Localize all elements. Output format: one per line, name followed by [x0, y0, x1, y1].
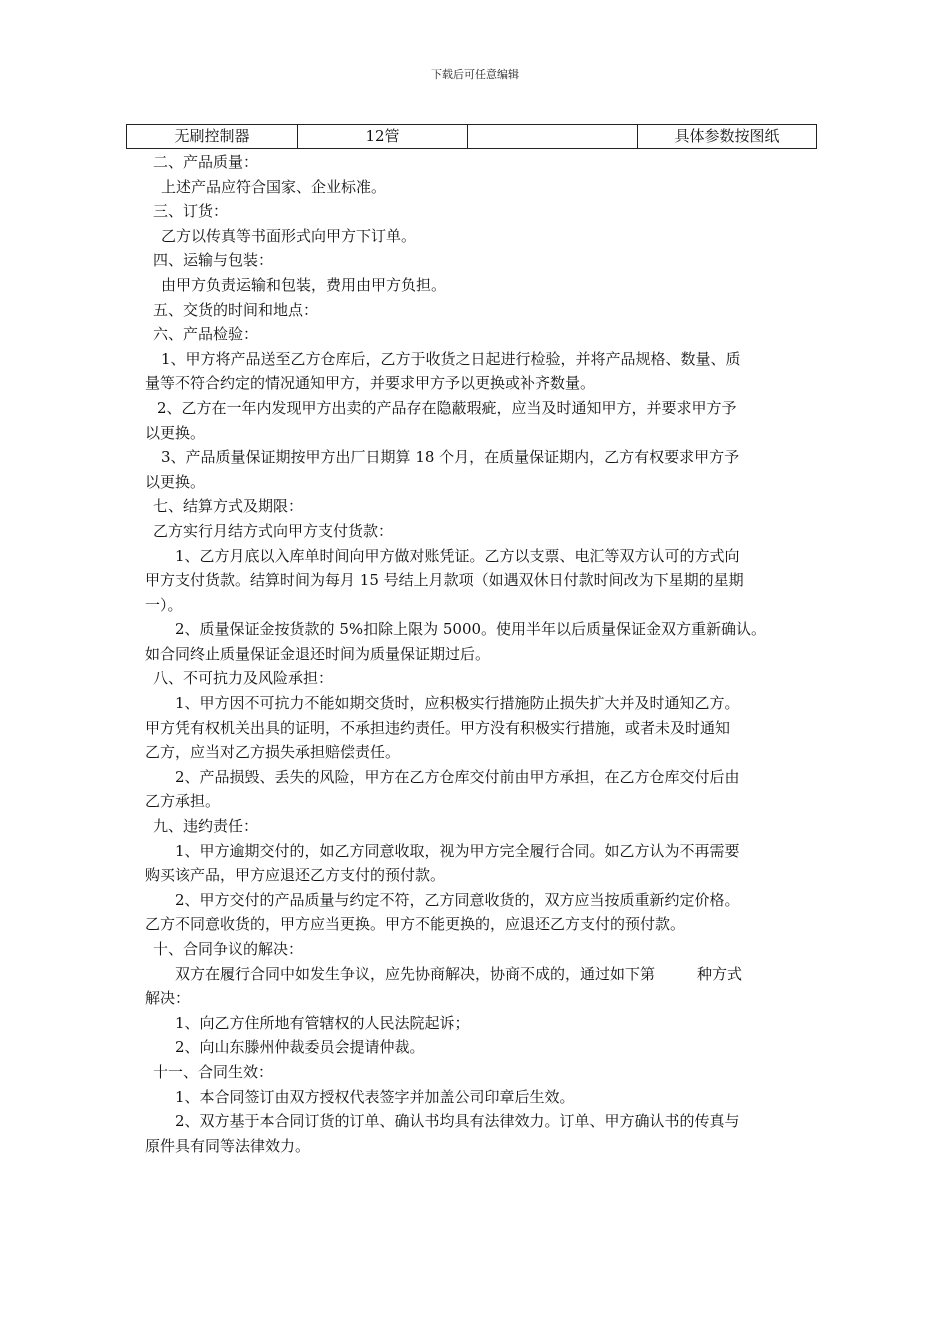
section-title: 六、产品检验： — [153, 325, 259, 344]
paragraph: 2、甲方交付的产品质量与约定不符，乙方同意收货的，双方应当按质重新约定价格。 — [175, 890, 740, 909]
paragraph: 乙方不同意收货的，甲方应当更换。甲方不能更换的，应退还乙方支付的预付款。 — [145, 915, 686, 934]
paragraph: 2、产品损毁、丢失的风险，甲方在乙方仓库交付前由甲方承担，在乙方仓库交付后由 — [175, 767, 740, 786]
paragraph: 乙方承担。 — [145, 792, 221, 811]
paragraph: 1、本合同签订由双方授权代表签字并加盖公司印章后生效。 — [175, 1087, 575, 1106]
paragraph: 2、乙方在一年内发现甲方出卖的产品存在隐蔽瑕疵，应当及时通知甲方，并要求甲方予 — [157, 398, 737, 417]
paragraph: 解决： — [145, 989, 191, 1008]
paragraph: 2、双方基于本合同订货的订单、确认书均具有法律效力。订单、甲方确认书的传真与 — [175, 1112, 740, 1131]
paragraph: 甲方凭有权机关出具的证明，不承担违约责任。甲方没有积极实行措施，或者未及时通知 — [145, 718, 731, 737]
paragraph: 上述产品应符合国家、企业标准。 — [161, 177, 387, 196]
table-cell-note: 具体参数按图纸 — [638, 125, 817, 149]
table-cell-empty — [468, 125, 638, 149]
section-title: 十一、合同生效： — [153, 1062, 274, 1081]
paragraph: 1、乙方月底以入库单时间向甲方做对账凭证。乙方以支票、电汇等双方认可的方式向 — [175, 546, 740, 565]
section-title: 三、订货： — [153, 202, 229, 221]
paragraph: 乙方，应当对乙方损失承担赔偿责任。 — [145, 743, 401, 762]
section-title: 四、运输与包装： — [153, 251, 274, 270]
paragraph-part: 种方式 — [697, 964, 743, 983]
paragraph: 以更换。 — [145, 472, 206, 491]
paragraph: 1、甲方因不可抗力不能如期交货时，应积极实行措施防止损失扩大并及时通知乙方。 — [175, 694, 740, 713]
paragraph: 以更换。 — [145, 423, 206, 442]
paragraph-part: 双方在履行合同中如发生争议，应先协商解决，协商不成的，通过如下第 — [175, 964, 656, 983]
paragraph: 量等不符合约定的情况通知甲方，并要求甲方予以更换或补齐数量。 — [145, 374, 596, 393]
paragraph: 1、甲方将产品送至乙方仓库后，乙方于收货之日起进行检验，并将产品规格、数量、质 — [161, 349, 741, 368]
section-title: 九、违约责任： — [153, 817, 259, 836]
page-header: 下载后可任意编辑 — [431, 68, 519, 81]
paragraph: 3、产品质量保证期按甲方出厂日期算 18 个月，在质量保证期内，乙方有权要求甲方予 — [161, 448, 740, 467]
section-title: 五、交货的时间和地点： — [153, 300, 319, 319]
paragraph: 甲方支付货款。结算时间为每月 15 号结上月款项（如遇双休日付款时间改为下星期的星期 — [145, 571, 744, 590]
paragraph: 如合同终止质量保证金退还时间为质量保证期过后。 — [145, 644, 491, 663]
paragraph: 由甲方负责运输和包装，费用由甲方负担。 — [161, 275, 447, 294]
table-cell-spec: 12管 — [298, 125, 468, 149]
section-title: 八、不可抗力及风险承担： — [153, 669, 334, 688]
table-row — [127, 125, 817, 149]
product-table — [126, 124, 817, 149]
list-item: 2、向山东滕州仲裁委员会提请仲裁。 — [175, 1038, 425, 1057]
section-title: 七、结算方式及期限： — [153, 497, 304, 516]
paragraph: 乙方实行月结方式向甲方支付货款： — [153, 521, 394, 540]
paragraph: 乙方以传真等书面形式向甲方下订单。 — [161, 226, 417, 245]
paragraph — [145, 962, 817, 987]
paragraph: 1、甲方逾期交付的，如乙方同意收取，视为甲方完全履行合同。如乙方认为不再需要 — [175, 841, 740, 860]
paragraph: 购买该产品，甲方应退还乙方支付的预付款。 — [145, 866, 446, 885]
section-title: 二、产品质量： — [153, 153, 259, 171]
paragraph: 一）。 — [145, 595, 183, 614]
paragraph: 原件具有同等法律效力。 — [145, 1136, 311, 1155]
table-cell-product: 无刷控制器 — [127, 125, 298, 149]
contract-body — [145, 150, 817, 1158]
list-item: 1、向乙方住所地有管辖权的人民法院起诉； — [175, 1013, 470, 1032]
section-title: 十、合同争议的解决： — [153, 940, 304, 958]
paragraph: 2、质量保证金按货款的 5%扣除上限为 5000。使用半年以后质量保证金双方重新确认。 — [175, 620, 767, 639]
